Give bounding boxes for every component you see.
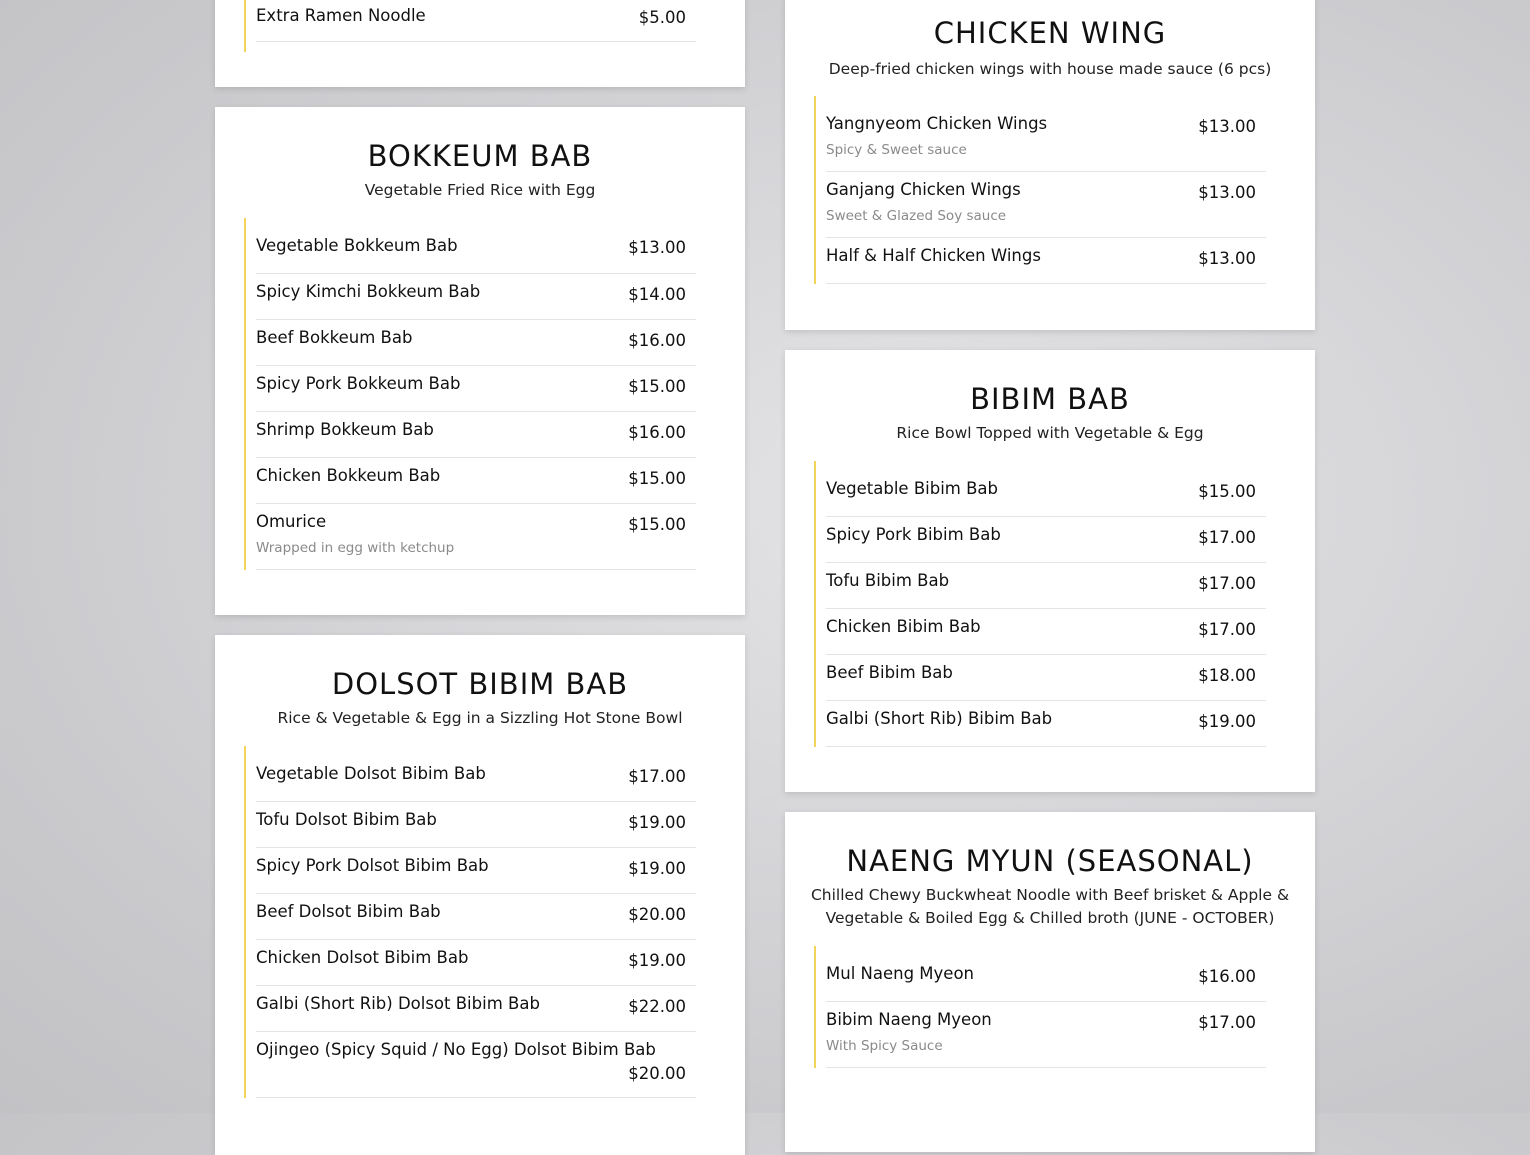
menu-item-price: $17.00 [1198,1013,1256,1032]
menu-item-name: Vegetable Dolsot Bibim Bab [256,764,486,783]
menu-item [256,218,696,274]
menu-item-name: Omurice [256,512,327,531]
menu-item-price: $18.00 [1198,666,1256,685]
menu-item [256,458,696,504]
menu-item-name: Vegetable Bibim Bab [826,479,999,498]
section-subtitle: Vegetable Fried Rice with Egg [364,181,596,199]
menu-item-price: $13.00 [1198,117,1256,136]
menu-item-name: Yangnyeom Chicken Wings [826,114,1048,133]
menu-item [826,1002,1266,1068]
menu-item [256,848,696,894]
menu-item-price: $20.00 [628,1064,686,1083]
menu-item [256,802,696,848]
menu-item-name: Bibim Naeng Myeon [826,1010,992,1029]
menu-item-price: $14.00 [628,285,686,304]
menu-item-price: $16.00 [1198,967,1256,986]
menu-item-list [244,0,696,52]
menu-item-list [814,96,1266,284]
menu-item-price: $17.00 [1198,574,1256,593]
section-subtitle: Rice Bowl Topped with Vegetable & Egg [896,424,1204,442]
menu-item-price: $19.00 [1198,712,1256,731]
menu-card-bibim-bab [785,350,1315,792]
menu-item [826,946,1266,1002]
menu-item-name: Galbi (Short Rib) Bibim Bab [826,709,1053,728]
menu-item-price: $19.00 [628,813,686,832]
menu-item-list [244,218,696,570]
menu-item-name: Half & Half Chicken Wings [826,246,1041,265]
menu-item-price: $13.00 [1198,183,1256,202]
menu-item-name: Galbi (Short Rib) Dolsot Bibim Bab [256,994,540,1013]
menu-card-chicken-wing [785,0,1315,330]
menu-item [256,504,696,570]
menu-item-name: Tofu Bibim Bab [826,571,950,590]
section-subtitle: Chilled Chewy Buckwheat Noodle with Beef brisket & Apple & Vegetable & Boiled Egg & Chilled broth (JUNE - OCTOBER) [810,886,1290,927]
menu-item-name: Beef Bokkeum Bab [256,328,413,347]
menu-item [256,320,696,366]
menu-item-price: $17.00 [1198,528,1256,547]
menu-item-name: Beef Bibim Bab [826,663,953,682]
menu-item [256,366,696,412]
menu-item [826,172,1266,238]
menu-item-name: Chicken Dolsot Bibim Bab [256,948,469,967]
menu-item-list [244,746,696,1098]
menu-item-price: $15.00 [628,515,686,534]
menu-item [826,461,1266,517]
menu-item [826,238,1266,284]
menu-item-name: Shrimp Bokkeum Bab [256,420,434,439]
menu-card-naeng-myun [785,812,1315,1152]
menu-item-name: Spicy Pork Bibim Bab [826,525,1001,544]
menu-item-price: $17.00 [628,767,686,786]
menu-item [826,517,1266,563]
menu-item-note: Sweet & Glazed Soy sauce [826,208,1007,224]
menu-item-price: $13.00 [1198,249,1256,268]
menu-item [256,1032,696,1098]
menu-item-name: Spicy Pork Bokkeum Bab [256,374,461,393]
menu-item-price: $15.00 [628,377,686,396]
menu-card-bokkeum-bab [215,107,745,615]
menu-item-name: Extra Ramen Noodle [256,6,426,25]
menu-item-price: $19.00 [628,951,686,970]
menu-item-price: $20.00 [628,905,686,924]
menu-item-name: Chicken Bibim Bab [826,617,981,636]
menu-card-dolsot-bibim-bab [215,635,745,1155]
menu-item-price: $15.00 [628,469,686,488]
menu-item [826,563,1266,609]
menu-item-price: $22.00 [628,997,686,1016]
menu-item [256,746,696,802]
section-title: BOKKEUM BAB [367,139,593,173]
menu-item-price: $15.00 [1198,482,1256,501]
menu-item [826,609,1266,655]
menu-item-list [814,461,1266,747]
menu-item [256,894,696,940]
menu-item-name: Spicy Pork Dolsot Bibim Bab [256,856,489,875]
menu-item-note: Spicy & Sweet sauce [826,142,967,158]
menu-item-name: Chicken Bokkeum Bab [256,466,441,485]
section-title: DOLSOT BIBIM BAB [331,667,629,701]
menu-item-price: $19.00 [628,859,686,878]
menu-item-price: $16.00 [628,423,686,442]
section-title: NAENG MYUN (SEASONAL) [846,844,1254,878]
menu-item-name: Mul Naeng Myeon [826,964,975,983]
menu-item-name: Ganjang Chicken Wings [826,180,1021,199]
menu-item [826,701,1266,747]
menu-item [256,0,696,42]
menu-item [826,96,1266,172]
menu-item-price: $17.00 [1198,620,1256,639]
menu-item-price: $16.00 [628,331,686,350]
menu-item-name: Tofu Dolsot Bibim Bab [256,810,437,829]
menu-item-price: $13.00 [628,238,686,257]
menu-item [256,940,696,986]
section-subtitle: Deep-fried chicken wings with house made sauce (6 pcs) [828,60,1272,78]
section-subtitle: Rice & Vegetable & Egg in a Sizzling Hot Stone Bowl [277,709,683,727]
menu-item-note: Wrapped in egg with ketchup [256,540,455,556]
menu-item [826,655,1266,701]
menu-item-price: $5.00 [638,8,686,27]
section-title: BIBIM BAB [970,382,1130,416]
section-title: CHICKEN WING [933,16,1167,50]
menu-item-name: Ojingeo (Spicy Squid / No Egg) Dolsot Bibim Bab [256,1040,656,1059]
menu-item-name: Beef Dolsot Bibim Bab [256,902,441,921]
menu-item [256,986,696,1032]
menu-card-ramen-extras [215,0,745,87]
menu-item [256,274,696,320]
menu-item-name: Spicy Kimchi Bokkeum Bab [256,282,481,301]
menu-item [256,412,696,458]
menu-item-name: Vegetable Bokkeum Bab [256,236,458,255]
menu-item-list [814,946,1266,1068]
menu-item-note: With Spicy Sauce [826,1038,943,1054]
